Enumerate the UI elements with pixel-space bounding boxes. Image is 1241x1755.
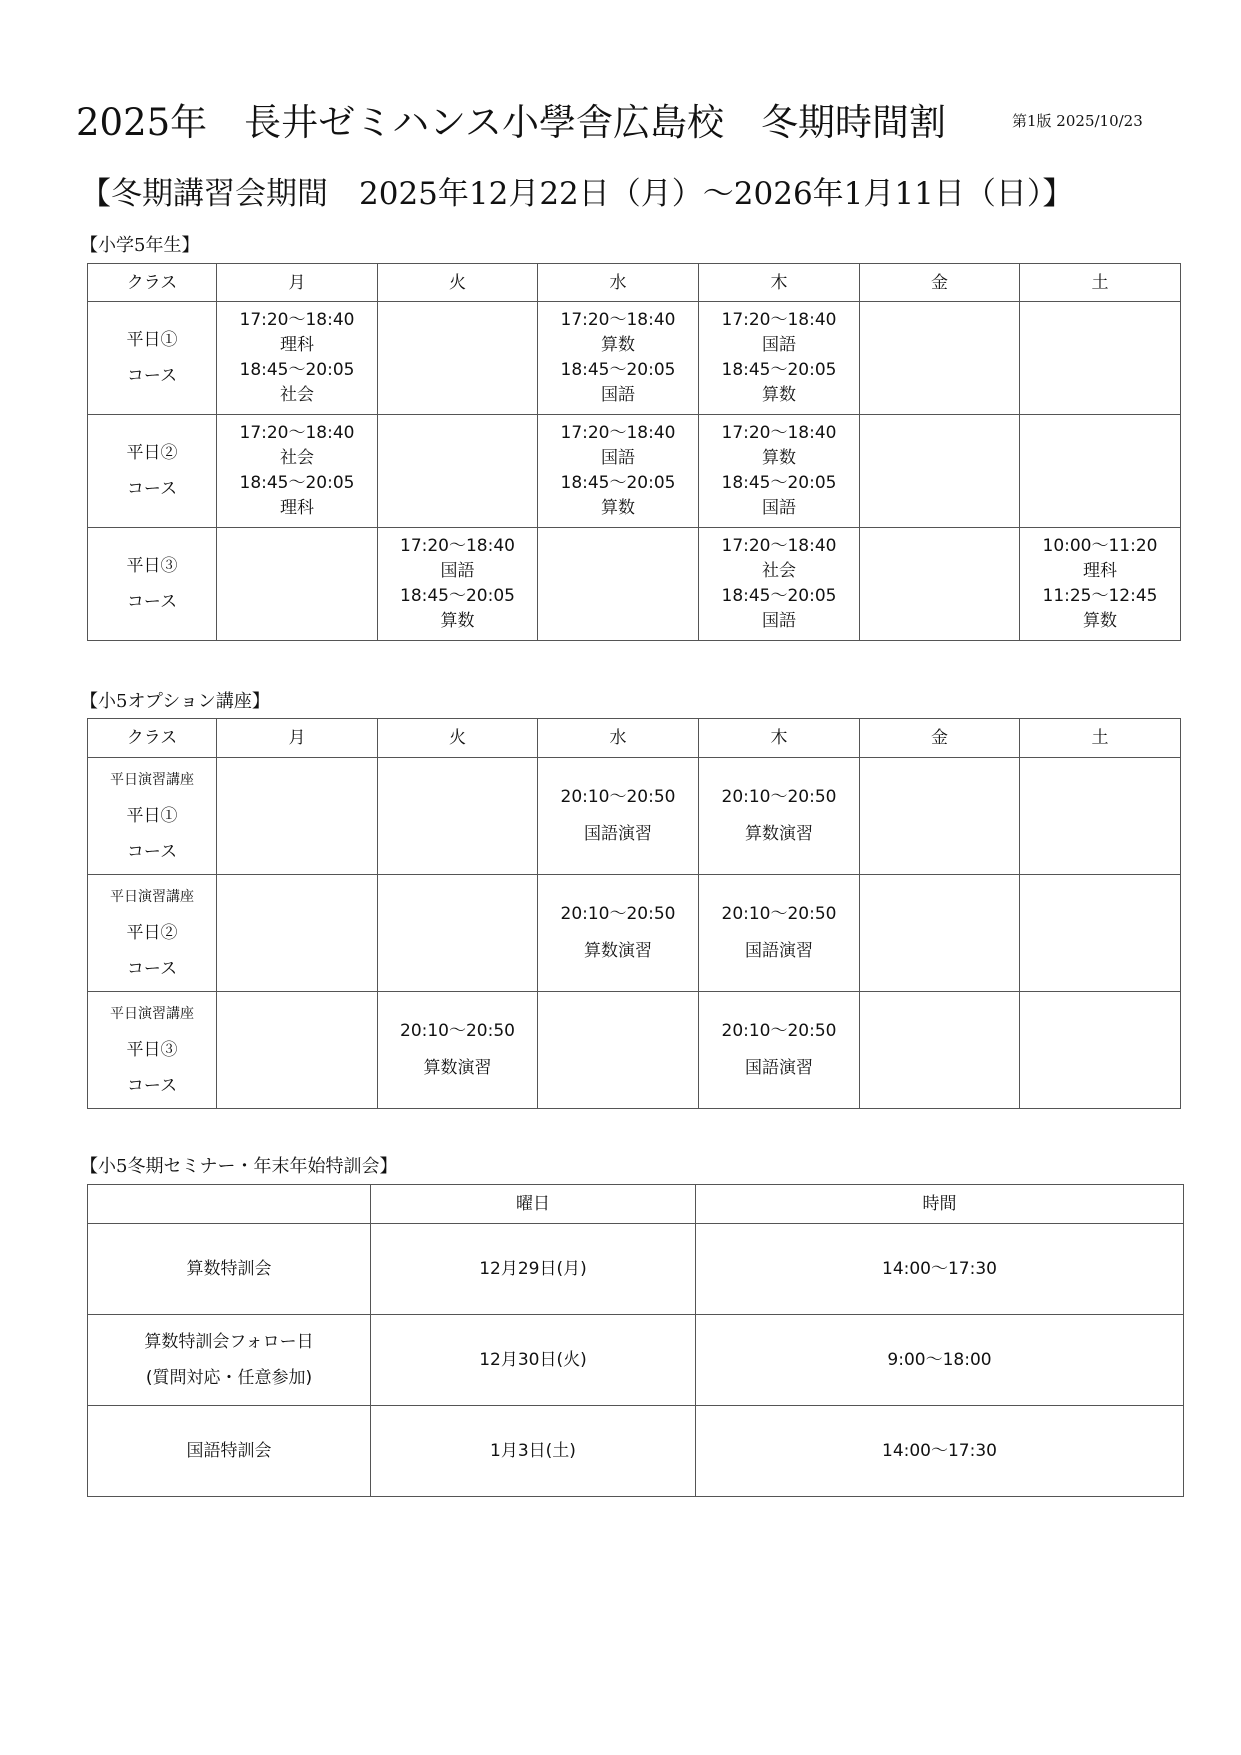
table-row [88, 1315, 1184, 1406]
section-options-label: 【小5オプション講座】 [80, 691, 270, 712]
table-row [88, 758, 1181, 875]
section-seminar-label: 【小5冬期セミナー・年末年始特訓会】 [80, 1156, 398, 1177]
seminar-name: (質問対応・任意参加) [145, 1368, 313, 1388]
cell-line: 算数演習 [745, 824, 813, 844]
cell-line: 算数 [601, 498, 635, 518]
cell-line: 算数演習 [423, 1058, 492, 1078]
column-header: 水 [538, 264, 699, 302]
schedule-cell [860, 992, 1020, 1109]
schedule-cell [1020, 875, 1181, 992]
cell-line: 20:10～20:50 [721, 1021, 837, 1041]
schedule-cell [538, 992, 699, 1109]
cell-line: コース [126, 479, 178, 499]
cell-line: 17:20～18:40 [721, 423, 837, 443]
schedule-cell [699, 415, 860, 528]
cell-line: 国語 [762, 611, 796, 631]
column-header: 火 [378, 264, 538, 302]
class-cell [88, 758, 217, 875]
schedule-cell [217, 875, 378, 992]
class-cell [88, 528, 217, 641]
header-row [88, 264, 1181, 302]
schedule-cell [217, 415, 378, 528]
cell-line: 国語 [762, 498, 796, 518]
seminar-name-cell [88, 1315, 371, 1406]
cell-line: 国語 [601, 448, 635, 468]
grade5-timetable [87, 263, 1181, 641]
cell-line: 20:10～20:50 [560, 904, 676, 924]
schedule-cell [378, 992, 538, 1109]
header-row [88, 719, 1181, 758]
schedule-cell [699, 758, 860, 875]
cell-line: 18:45～20:05 [239, 360, 355, 380]
cell-line: 理科 [280, 498, 314, 518]
cell-line: 理科 [1083, 561, 1117, 581]
column-header: 時間 [696, 1185, 1184, 1224]
cell-line: 17:20～18:40 [400, 536, 515, 556]
cell-line: 算数 [601, 335, 635, 355]
schedule-cell [699, 992, 860, 1109]
schedule-cell [538, 528, 699, 641]
column-header: 木 [699, 719, 860, 758]
schedule-cell [1020, 528, 1181, 641]
cell-line: 18:45～20:05 [721, 360, 837, 380]
column-header: 木 [699, 264, 860, 302]
schedule-cell [1020, 758, 1181, 875]
column-header: 火 [378, 719, 538, 758]
seminar-day-cell: 12月30日(火) [371, 1315, 696, 1406]
cell-line: 17:20～18:40 [560, 310, 676, 330]
column-header: クラス [88, 264, 217, 302]
cell-line: コース [126, 842, 178, 862]
class-cell [88, 992, 217, 1109]
cell-line: 18:45～20:05 [721, 473, 837, 493]
seminar-time-cell: 9:00～18:00 [696, 1315, 1184, 1406]
seminar-name-cell [88, 1406, 371, 1497]
cell-line: 平日③ [126, 1040, 178, 1060]
seminar-time-cell: 14:00～17:30 [696, 1224, 1184, 1315]
column-header: 土 [1020, 264, 1181, 302]
schedule-cell [860, 875, 1020, 992]
column-header: 月 [217, 719, 378, 758]
schedule-cell [860, 415, 1020, 528]
cell-line: 算数 [762, 385, 796, 405]
cell-line: 社会 [762, 561, 796, 581]
table-row [88, 415, 1181, 528]
schedule-cell [378, 415, 538, 528]
cell-line: 17:20～18:40 [239, 310, 355, 330]
cell-line: 20:10～20:50 [400, 1021, 515, 1041]
schedule-cell [217, 528, 378, 641]
class-cell [88, 302, 217, 415]
table-row [88, 1224, 1184, 1315]
cell-line: 平日② [126, 443, 178, 463]
schedule-cell [538, 302, 699, 415]
seminar-name: 国語特訓会 [186, 1441, 272, 1461]
cell-line: 20:10～20:50 [560, 787, 676, 807]
table-row [88, 875, 1181, 992]
schedule-cell [860, 302, 1020, 415]
cell-line: 算数 [762, 448, 796, 468]
class-cell [88, 875, 217, 992]
schedule-cell [538, 758, 699, 875]
cell-line: 18:45～20:05 [239, 473, 355, 493]
schedule-cell [1020, 415, 1181, 528]
schedule-cell [378, 302, 538, 415]
column-header: 月 [217, 264, 378, 302]
table-row [88, 302, 1181, 415]
cell-line: 算数演習 [584, 941, 652, 961]
seminar-name: 算数特訓会 [186, 1259, 272, 1279]
section-grade5-label: 【小学5年生】 [80, 235, 200, 256]
cell-line: 算数 [1083, 611, 1117, 631]
cell-line: 算数 [440, 611, 475, 631]
schedule-cell [1020, 992, 1181, 1109]
table-row [88, 1406, 1184, 1497]
schedule-cell [538, 875, 699, 992]
options-timetable [87, 718, 1181, 1109]
schedule-cell [699, 528, 860, 641]
cell-line: コース [126, 959, 178, 979]
cell-line: 10:00～11:20 [1042, 536, 1158, 556]
schedule-cell [217, 758, 378, 875]
cell-line: 国語 [440, 561, 475, 581]
schedule-cell [378, 875, 538, 992]
column-header: クラス [88, 719, 217, 758]
seminar-day-cell: 12月29日(月) [371, 1224, 696, 1315]
schedule-cell [378, 758, 538, 875]
course-period: 【冬期講習会期間 2025年12月22日（月）～2026年1月11日（日）】 [80, 176, 1074, 212]
cell-line: 平日演習講座 [110, 1006, 194, 1022]
cell-line: 国語 [762, 335, 796, 355]
cell-line: 17:20～18:40 [721, 310, 837, 330]
page-title: 2025年 長井ゼミハンス小學舎広島校 冬期時間割 [76, 101, 947, 144]
cell-line: 17:20～18:40 [239, 423, 355, 443]
schedule-cell [699, 302, 860, 415]
table-row [88, 528, 1181, 641]
column-header [88, 1185, 371, 1224]
cell-line: 18:45～20:05 [560, 473, 676, 493]
column-header: 水 [538, 719, 699, 758]
schedule-cell [860, 758, 1020, 875]
seminar-table [87, 1184, 1184, 1497]
cell-line: 平日演習講座 [110, 772, 194, 788]
schedule-cell [217, 302, 378, 415]
seminar-name-cell [88, 1224, 371, 1315]
cell-line: 20:10～20:50 [721, 904, 837, 924]
cell-line: 国語演習 [745, 941, 813, 961]
column-header: 金 [860, 264, 1020, 302]
cell-line: 平日② [126, 923, 178, 943]
header-row [88, 1185, 1184, 1224]
cell-line: 国語 [601, 385, 635, 405]
cell-line: 国語演習 [584, 824, 652, 844]
schedule-cell [538, 415, 699, 528]
cell-line: 17:20～18:40 [560, 423, 676, 443]
table-row [88, 992, 1181, 1109]
cell-line: 20:10～20:50 [721, 787, 837, 807]
column-header: 金 [860, 719, 1020, 758]
seminar-time-cell: 14:00～17:30 [696, 1406, 1184, 1497]
cell-line: 平日① [126, 806, 178, 826]
version-label: 第1版 2025/10/23 [1012, 112, 1143, 130]
cell-line: 社会 [280, 385, 314, 405]
cell-line: 平日演習講座 [110, 889, 194, 905]
class-cell [88, 415, 217, 528]
cell-line: 社会 [280, 448, 314, 468]
cell-line: コース [126, 366, 178, 386]
cell-line: 平日① [126, 330, 178, 350]
cell-line: 11:25～12:45 [1042, 586, 1158, 606]
cell-line: 理科 [280, 335, 314, 355]
seminar-name: 算数特訓会フォロー日 [144, 1332, 314, 1352]
schedule-cell [1020, 302, 1181, 415]
schedule-cell [217, 992, 378, 1109]
column-header: 曜日 [371, 1185, 696, 1224]
seminar-day-cell: 1月3日(土) [371, 1406, 696, 1497]
cell-line: 国語演習 [745, 1058, 813, 1078]
cell-line: コース [126, 592, 178, 612]
cell-line: 18:45～20:05 [400, 586, 515, 606]
cell-line: コース [126, 1076, 178, 1096]
cell-line: 17:20～18:40 [721, 536, 837, 556]
schedule-cell [860, 528, 1020, 641]
cell-line: 平日③ [126, 556, 178, 576]
schedule-cell [699, 875, 860, 992]
cell-line: 18:45～20:05 [560, 360, 676, 380]
cell-line: 18:45～20:05 [721, 586, 837, 606]
schedule-cell [378, 528, 538, 641]
column-header: 土 [1020, 719, 1181, 758]
